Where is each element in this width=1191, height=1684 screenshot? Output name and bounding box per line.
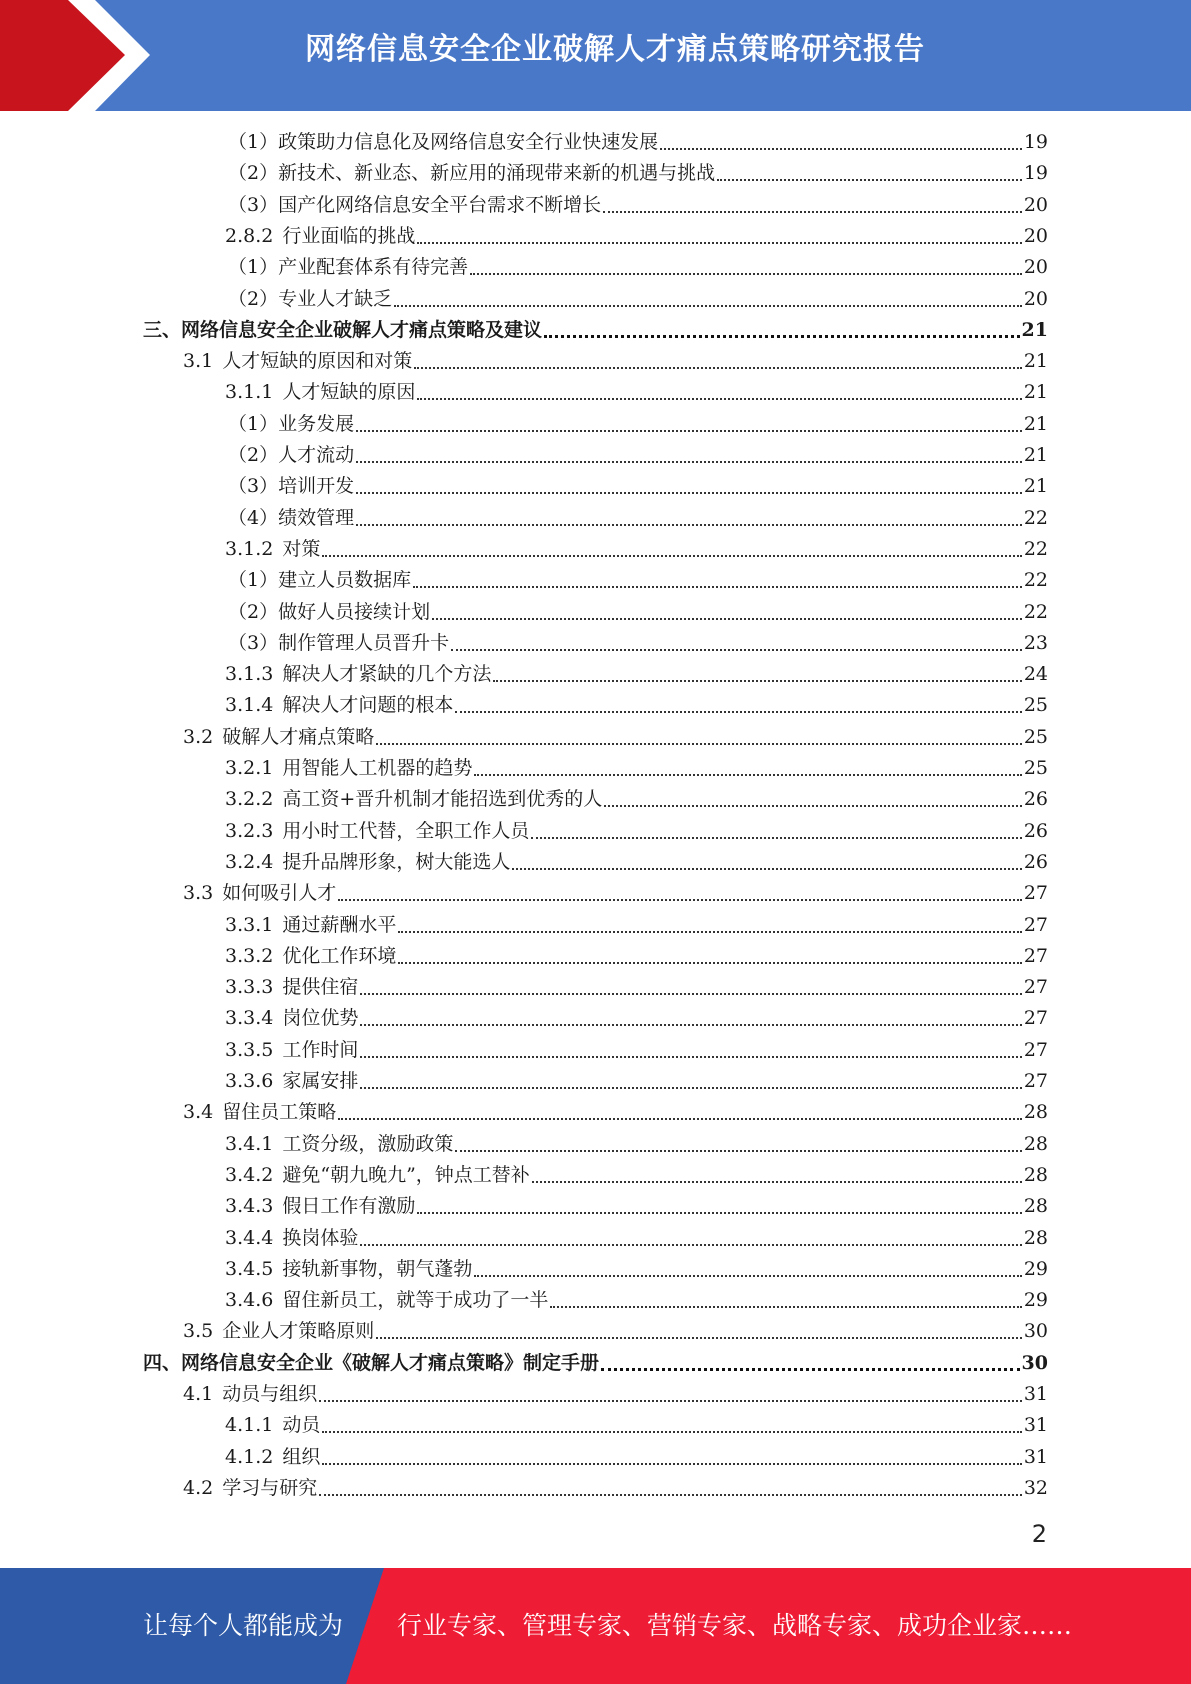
toc-entry[interactable]	[225, 1286, 1048, 1314]
toc-entry-page: 20	[1023, 225, 1048, 247]
toc-entry[interactable]	[225, 754, 1048, 782]
toc-dot-leader	[550, 1305, 1021, 1308]
toc-entry[interactable]	[183, 1317, 1048, 1345]
toc-entry[interactable]	[225, 1192, 1048, 1220]
toc-entry[interactable]	[225, 222, 1048, 250]
toc-entry[interactable]	[183, 723, 1048, 751]
toc-dot-leader	[474, 1274, 1021, 1277]
footer-banner	[0, 1568, 1191, 1684]
toc-entry-number: 3.1.4	[225, 694, 274, 716]
toc-entry-title: 动员与组织	[222, 1383, 318, 1405]
toc-entry[interactable]	[228, 253, 1048, 281]
toc-entry[interactable]	[228, 128, 1048, 156]
toc-entry-title: 行业面临的挑战	[282, 225, 416, 247]
toc-entry-page: 31	[1023, 1383, 1048, 1405]
toc-entry-page: 25	[1023, 726, 1048, 748]
toc-entry-title: 组织	[282, 1446, 321, 1468]
toc-entry-title: 用小时工代替，全职工作人员	[282, 820, 530, 842]
toc-entry[interactable]	[183, 1098, 1048, 1126]
toc-entry-number: 4.2	[183, 1477, 214, 1499]
toc-entry-page: 27	[1023, 976, 1048, 998]
toc-dot-leader	[360, 1086, 1021, 1089]
toc-dot-leader	[413, 585, 1022, 588]
toc-dot-leader	[360, 992, 1021, 995]
toc-entry-number: 3.4.1	[225, 1133, 274, 1155]
toc-entry-title: 工资分级，激励政策	[282, 1133, 454, 1155]
toc-entry-page: 26	[1023, 820, 1048, 842]
toc-entry-title: 新技术、新业态、新应用的涌现带来新的机遇与挑战	[278, 162, 716, 184]
toc-entry-page: 22	[1023, 507, 1048, 529]
toc-entry-page: 21	[1023, 475, 1048, 497]
toc-entry-number: 3.3.6	[225, 1070, 274, 1092]
toc-entry-page: 31	[1023, 1414, 1048, 1436]
toc-entry-title: 网络信息安全企业破解人才痛点策略及建议	[181, 319, 543, 341]
toc-entry[interactable]	[228, 598, 1048, 626]
toc-entry-page: 29	[1023, 1258, 1048, 1280]
toc-dot-leader	[417, 241, 1021, 244]
toc-entry-number: 3.3.2	[225, 945, 274, 967]
toc-entry[interactable]	[225, 660, 1048, 688]
toc-dot-leader	[470, 272, 1022, 275]
toc-dot-leader	[660, 147, 1022, 150]
toc-entry-page: 27	[1023, 914, 1048, 936]
toc-entry-page: 27	[1023, 1070, 1048, 1092]
toc-dot-leader	[432, 617, 1022, 620]
toc-entry-number: （3）	[228, 632, 279, 654]
toc-dot-leader	[356, 523, 1022, 526]
toc-entry[interactable]	[183, 1474, 1048, 1502]
toc-entry-number: 3.3.4	[225, 1007, 274, 1029]
toc-entry-page: 21	[1023, 350, 1048, 372]
toc-dot-leader	[455, 1149, 1021, 1152]
toc-entry[interactable]	[225, 378, 1048, 406]
toc-entry-number: （1）	[228, 131, 279, 153]
toc-entry-number: 4.1.1	[225, 1414, 274, 1436]
toc-entry-title: 产业配套体系有待完善	[278, 256, 469, 278]
toc-entry-number: 3.3	[183, 882, 214, 904]
toc-entry-title: 做好人员接续计划	[278, 601, 431, 623]
toc-entry[interactable]	[225, 535, 1048, 563]
toc-entry-number: 四、	[143, 1352, 182, 1374]
toc-dot-leader	[394, 304, 1022, 307]
toc-entry[interactable]	[225, 942, 1048, 970]
toc-entry-title: 假日工作有激励	[282, 1195, 416, 1217]
toc-entry-title: 人才流动	[278, 444, 355, 466]
toc-dot-leader	[356, 429, 1022, 432]
toc-entry-page: 30	[1021, 1352, 1048, 1374]
toc-entry-page: 24	[1023, 663, 1048, 685]
toc-entry-number: （2）	[228, 162, 279, 184]
toc-dot-leader	[319, 1493, 1022, 1496]
toc-entry-page: 20	[1023, 194, 1048, 216]
toc-entry-number: （3）	[228, 194, 279, 216]
toc-entry-page: 26	[1023, 851, 1048, 873]
toc-entry-number: 3.4.6	[225, 1289, 274, 1311]
toc-dot-leader	[376, 742, 1022, 745]
toc-entry-title: 留住新员工，就等于成功了一半	[282, 1289, 549, 1311]
toc-entry[interactable]	[228, 504, 1048, 532]
toc-entry-title: 企业人才策略原则	[222, 1320, 375, 1342]
toc-entry-page: 23	[1023, 632, 1048, 654]
toc-entry-page: 27	[1023, 945, 1048, 967]
toc-entry-number: 三、	[143, 319, 182, 341]
toc-entry-title: 建立人员数据库	[278, 569, 412, 591]
toc-dot-leader	[417, 1211, 1021, 1214]
toc-entry-title: 绩效管理	[278, 507, 355, 529]
toc-entry[interactable]	[228, 410, 1048, 438]
toc-dot-leader	[532, 1180, 1022, 1183]
toc-entry[interactable]	[225, 1411, 1048, 1439]
toc-entry[interactable]	[228, 441, 1048, 469]
toc-dot-leader	[455, 710, 1021, 713]
toc-dot-leader	[338, 898, 1022, 901]
toc-entry-number: （1）	[228, 256, 279, 278]
toc-entry-page: 22	[1023, 601, 1048, 623]
toc-entry[interactable]	[183, 879, 1048, 907]
toc-entry-page: 31	[1023, 1446, 1048, 1468]
toc-entry-number: （4）	[228, 507, 279, 529]
toc-entry-title: 岗位优势	[282, 1007, 359, 1029]
toc-entry-title: 网络信息安全企业《破解人才痛点策略》制定手册	[181, 1352, 600, 1374]
toc-entry[interactable]	[228, 472, 1048, 500]
toc-entry-title: 学习与研究	[222, 1477, 318, 1499]
toc-entry-page: 28	[1023, 1101, 1048, 1123]
toc-dot-leader	[360, 1023, 1021, 1026]
toc-dot-leader	[398, 930, 1021, 933]
toc-dot-leader	[717, 178, 1022, 181]
toc-dot-leader	[398, 961, 1021, 964]
toc-dot-leader	[319, 1399, 1022, 1402]
toc-entry-number: 3.4.4	[225, 1227, 274, 1249]
toc-entry-number: 4.1	[183, 1383, 214, 1405]
toc-entry-number: 3.4.5	[225, 1258, 274, 1280]
toc-dot-leader	[604, 804, 1022, 807]
toc-entry[interactable]	[183, 1380, 1048, 1408]
toc-entry-number: 3.2.3	[225, 820, 274, 842]
toc-entry-number: 2.8.2	[225, 225, 274, 247]
toc-entry-title: 如何吸引人才	[222, 882, 337, 904]
toc-entry[interactable]	[225, 785, 1048, 813]
toc-entry-number: 3.2.2	[225, 788, 274, 810]
toc-entry-page: 28	[1023, 1227, 1048, 1249]
toc-entry[interactable]	[225, 1004, 1048, 1032]
toc-entry-page: 30	[1023, 1320, 1048, 1342]
toc-entry-page: 21	[1021, 319, 1048, 341]
toc-entry-title: 动员	[282, 1414, 321, 1436]
toc-entry-title: 用智能人工机器的趋势	[282, 757, 473, 779]
toc-entry-page: 25	[1023, 694, 1048, 716]
toc-entry-number: （2）	[228, 288, 279, 310]
toc-entry-number: （2）	[228, 601, 279, 623]
toc-entry[interactable]	[225, 1067, 1048, 1095]
toc-entry-title: 避免“朝九晚九”，钟点工替补	[282, 1164, 530, 1186]
toc-dot-leader	[544, 334, 1020, 338]
toc-entry[interactable]	[228, 566, 1048, 594]
toc-dot-leader	[474, 773, 1021, 776]
toc-entry-number: 3.5	[183, 1320, 214, 1342]
toc-entry-page: 28	[1023, 1133, 1048, 1155]
toc-entry-number: 3.1.2	[225, 538, 274, 560]
toc-entry[interactable]	[225, 1036, 1048, 1064]
toc-entry-number: （2）	[228, 444, 279, 466]
toc-entry-title: 家属安排	[282, 1070, 359, 1092]
toc-entry[interactable]	[228, 285, 1048, 313]
toc-entry[interactable]	[225, 1443, 1048, 1471]
toc-entry-title: 国产化网络信息安全平台需求不断增长	[278, 194, 602, 216]
toc-entry-number: 3.1.3	[225, 663, 274, 685]
toc-dot-leader	[356, 460, 1022, 463]
toc-entry-page: 26	[1023, 788, 1048, 810]
toc-entry-page: 27	[1023, 1039, 1048, 1061]
toc-entry-number: 3.3.1	[225, 914, 274, 936]
toc-entry[interactable]	[225, 817, 1048, 845]
toc-dot-leader	[417, 397, 1021, 400]
toc-entry-title: 高工资+晋升机制才能招选到优秀的人	[282, 788, 603, 810]
toc-entry-title: 业务发展	[278, 413, 355, 435]
toc-entry-title: 工作时间	[282, 1039, 359, 1061]
toc-entry[interactable]	[228, 629, 1048, 657]
toc-entry-page: 19	[1023, 131, 1048, 153]
toc-entry-page: 22	[1023, 538, 1048, 560]
toc-entry-number: 3.3.5	[225, 1039, 274, 1061]
toc-entry-title: 换岗体验	[282, 1227, 359, 1249]
toc-entry-number: 3.2	[183, 726, 214, 748]
toc-entry-page: 25	[1023, 757, 1048, 779]
toc-entry-number: 3.3.3	[225, 976, 274, 998]
toc-entry-number: 3.4	[183, 1101, 214, 1123]
toc-entry-page: 32	[1023, 1477, 1048, 1499]
toc-dot-leader	[493, 679, 1021, 682]
page-number: 2	[1031, 1520, 1047, 1548]
toc-entry[interactable]	[143, 316, 1048, 344]
toc-entry-page: 19	[1023, 162, 1048, 184]
toc-entry[interactable]	[225, 1224, 1048, 1252]
toc-entry-title: 解决人才问题的根本	[282, 694, 454, 716]
toc-entry-number: 3.4.2	[225, 1164, 274, 1186]
toc-entry-page: 21	[1023, 413, 1048, 435]
toc-dot-leader	[531, 836, 1021, 839]
toc-entry[interactable]	[183, 347, 1048, 375]
toc-entry-title: 制作管理人员晋升卡	[278, 632, 450, 654]
toc-entry-title: 留住员工策略	[222, 1101, 337, 1123]
toc-entry-title: 培训开发	[278, 475, 355, 497]
toc-entry[interactable]	[228, 159, 1048, 187]
toc-entry-title: 解决人才紧缺的几个方法	[282, 663, 492, 685]
header-banner	[0, 0, 1191, 111]
toc-dot-leader	[322, 1430, 1021, 1433]
report-title: 网络信息安全企业破解人才痛点策略研究报告	[305, 32, 925, 67]
toc-entry[interactable]	[228, 191, 1048, 219]
toc-entry-title: 政策助力信息化及网络信息安全行业快速发展	[278, 131, 659, 153]
toc-dot-leader	[601, 1367, 1020, 1371]
toc-entry[interactable]	[143, 1349, 1048, 1377]
toc-entry-page: 22	[1023, 569, 1048, 591]
toc-entry-title: 提供住宿	[282, 976, 359, 998]
toc-entry[interactable]	[225, 691, 1048, 719]
toc-entry[interactable]	[225, 911, 1048, 939]
toc-entry[interactable]	[225, 1255, 1048, 1283]
toc-entry-number: 3.2.4	[225, 851, 274, 873]
toc-entry-title: 破解人才痛点策略	[222, 726, 375, 748]
toc-dot-leader	[322, 1462, 1021, 1465]
footer-slogan-right: 行业专家、管理专家、营销专家、战略专家、成功企业家……	[397, 1611, 1073, 1640]
toc-dot-leader	[451, 648, 1022, 651]
toc-entry-page: 21	[1023, 381, 1048, 403]
toc-dot-leader	[414, 366, 1022, 369]
toc-entry-page: 28	[1023, 1164, 1048, 1186]
toc-entry-number: （3）	[228, 475, 279, 497]
toc-entry-title: 提升品牌形象，树大能选人	[282, 851, 511, 873]
toc-entry-page: 27	[1023, 1007, 1048, 1029]
toc-entry-page: 27	[1023, 882, 1048, 904]
toc-entry-page: 21	[1023, 444, 1048, 466]
toc-dot-leader	[512, 867, 1021, 870]
footer-slogan-left: 让每个人都能成为	[143, 1611, 344, 1640]
toc-entry-title: 人才短缺的原因和对策	[222, 350, 413, 372]
toc-entry-title: 专业人才缺乏	[278, 288, 393, 310]
toc-entry-page: 20	[1023, 256, 1048, 278]
toc-dot-leader	[322, 554, 1021, 557]
toc-entry-number: 4.1.2	[225, 1446, 274, 1468]
toc-entry-title: 对策	[282, 538, 321, 560]
toc-dot-leader	[360, 1055, 1021, 1058]
toc-dot-leader	[356, 491, 1022, 494]
toc-dot-leader	[338, 1117, 1022, 1120]
toc-entry-number: 3.1.1	[225, 381, 274, 403]
toc-entry-number: （1）	[228, 413, 279, 435]
toc-entry-title: 接轨新事物，朝气蓬勃	[282, 1258, 473, 1280]
toc-entry-number: 3.4.3	[225, 1195, 274, 1217]
toc-entry-page: 28	[1023, 1195, 1048, 1217]
toc-entry[interactable]	[225, 848, 1048, 876]
toc-dot-leader	[360, 1243, 1021, 1246]
toc-entry[interactable]	[225, 1130, 1048, 1158]
toc-entry-number: 3.2.1	[225, 757, 274, 779]
toc-entry-page: 20	[1023, 288, 1048, 310]
toc-entry-title: 人才短缺的原因	[282, 381, 416, 403]
toc-entry-number: （1）	[228, 569, 279, 591]
toc-entry-number: 3.1	[183, 350, 214, 372]
toc-entry-page: 29	[1023, 1289, 1048, 1311]
toc-entry[interactable]	[225, 1161, 1048, 1189]
toc-dot-leader	[376, 1336, 1022, 1339]
toc-entry[interactable]	[225, 973, 1048, 1001]
toc-dot-leader	[603, 210, 1022, 213]
toc-entry-title: 优化工作环境	[282, 945, 397, 967]
toc-entry-title: 通过薪酬水平	[282, 914, 397, 936]
